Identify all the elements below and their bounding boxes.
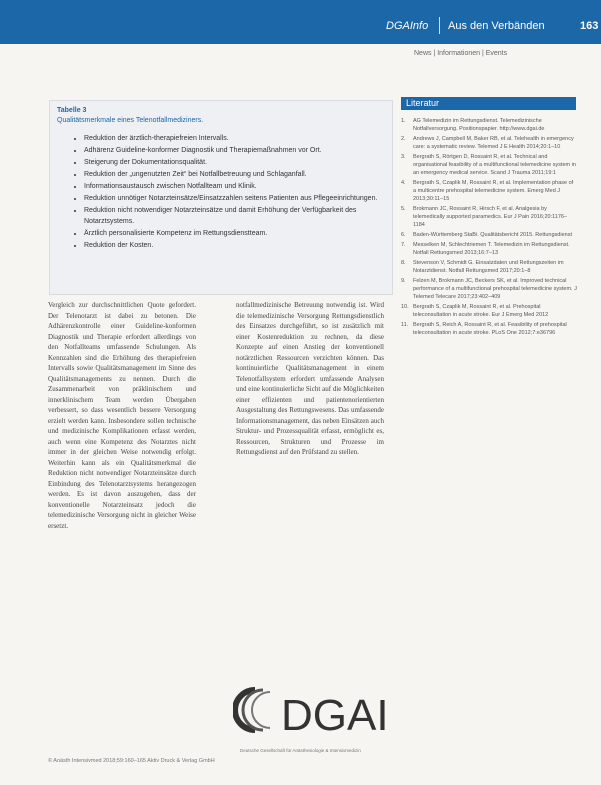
- literature-item: [401, 231, 577, 239]
- literature-list: [401, 117, 577, 339]
- literature-text: AG Telemedizin im Rettungsdienst. Telemedizinische Notfallversorgung. Positionspapier. http://www.dgai.de: [413, 118, 545, 132]
- footer: © Anästh Intensivmed 2018;59:160–165 Aktiv Druck & Verlag GmbH: [48, 758, 215, 764]
- body-column-2: notfallmedizinische Betreuung notwendig ist. Wird die telemedizinische Versorgung Rettungsdienstlich des Einsatzes durchgeführt, so ist zusätzlich mit einer Kostenreduktion zu rechnen, da diese Konzepte auf einen Anstieg der konventionell notärztlichen Ressourcen verzichten können. Das kontinuierliche Qualitätsmanagement in einem Telenotfallsystem erfordert umfassende Analysen und eine kontinuierliche Sicht auf die Möglichkeiten einer effizienten und patientenorientierten Ausgestaltung des Rettungswesens. Das umfassende Informationsmanagement, das neben Einsätzen auch Struktur- und Prozessqualität erfasst, ermöglicht es, Ressourcen, Strukturen und Prozesse im Rettungsdienst auf den Prüfstand zu stellen.: [236, 301, 384, 456]
- table-list-item: • Adhärenz Guideline-konformer Diagnostik und Therapiemaßnahmen vor Ort.: [84, 145, 384, 156]
- logo-mark-icon: [235, 690, 270, 730]
- body-column-1: Vergleich zur durchschnittlichen Quote gefordert. Der Telenotarzt ist dabei zu betonen. Die Adhärenzkontrolle einer Guideline-konformen Diagnostik und Therapie erfordert allerdings von den Notfallteams umfassende Schulungen. Als Kennzahlen sind die Erhöhung des therapiefreien Intervalls sowie Qualitätsmanagement im Sinne des Qualitätsmanagements zu nennen. Durch die Zusammenarbeit von präklinischem und innerklinischem Team werden Übergaben verbessert, so dass wesentlich bessere Versorgung erzielt werden kann. Insbesondere sollen technische und medizinische Komplikationen erfasst werden, auch wenn eine Kompetenz des Notarztes nicht immer in der gleichen Weise notwendig erfolgt. Weiterhin kann als ein Qualitätsmerkmal die Reduktion nicht notwendiger Notarzteinsätze durch Einbindung des Telenotarztsystems herangezogen werden. Es ist davon auszugehen, dass der konventionelle Notarzteinsatz jedoch die telemedizinische Versorgung nicht in gleicher Weise ersetzt.: [48, 301, 196, 530]
- literature-item: [401, 277, 577, 301]
- section-title: Aus den Verbänden: [448, 20, 545, 32]
- literature-text: Brokmann JC, Rossaint R, Hirsch F, et al. Analgesia by telemedically supported paramedics. Eur J Pain 2016;20:1176–1184: [413, 206, 567, 228]
- table-box: [49, 100, 393, 295]
- literature-item: [401, 179, 577, 203]
- literature-item: [401, 241, 577, 257]
- table-list-item: • Informationsaustausch zwischen Notfallteam und Klinik.: [84, 181, 384, 192]
- literature-text: Stevenson V, Schmidt G. Einsatzdaten und Rettungszeiten im Notarztdienst. Notfall Rettungsmed 2017;20:1–8: [413, 260, 564, 274]
- literature-text: Bergrath S, Rörtgen D, Rossaint R, et al. Technical and organisational feasibility of a multifunctional telemedicine system in an emergency medical service. Scand J Trauma 2011;19:1: [413, 154, 576, 176]
- table-title: [57, 106, 203, 126]
- table-list-item: • Ärztlich personalisierte Kompetenz im Rettungsdienstteam.: [84, 228, 384, 239]
- literature-item: [401, 321, 577, 337]
- literature-text: Andrews J, Campbell M, Baker RB, et al. Telehealth in emergency care: a systematic review. Telemed J E Health 2014;20:1–10: [413, 136, 574, 150]
- literature-text: Baden-Württemberg StaBi. Qualitätsbericht 2015. Rettungsdienst: [413, 232, 572, 238]
- literature-number: 1.: [401, 118, 406, 124]
- literature-heading: Literatur: [401, 97, 576, 110]
- literature-number: 3.: [401, 154, 406, 160]
- table-list-item: • Steigerung der Dokumentationsqualität.: [84, 157, 384, 168]
- table-list-item: • Reduktion der „ungenutzten Zeit“ bei Notfallbetreuung und Schlaganfall.: [84, 169, 384, 180]
- table-list-item: • Reduktion der ärztlich-therapiefreien Intervalls.: [84, 133, 384, 144]
- literature-number: 4.: [401, 180, 406, 186]
- literature-item: [401, 135, 577, 151]
- page-number: 163: [580, 20, 599, 32]
- literature-text: Messelken M, Schlechtriemen T. Telemedizin im Rettungsdienst. Notfall Rettungsmed 2013;16:7–13: [413, 242, 570, 256]
- literature-text: Bergrath S, Reich A, Rossaint R, et al. Feasibility of prehospital teleconsultation in acute stroke. PLoS One 2012;7:e36796: [413, 322, 567, 336]
- literature-item: [401, 205, 577, 229]
- table-list-item: • Reduktion unnötiger Notarzteinsätze/Einsatzzahlen seitens Patienten aus Pflegeeinrichtungen.: [84, 193, 384, 204]
- literature-number: 10.: [401, 304, 409, 310]
- journal-name: DGAInfo: [386, 20, 429, 32]
- literature-number: 6.: [401, 232, 406, 238]
- literature-number: 11.: [401, 322, 409, 328]
- header-divider: [439, 17, 440, 34]
- literature-item: [401, 117, 577, 133]
- literature-number: 9.: [401, 278, 406, 284]
- literature-number: 8.: [401, 260, 406, 266]
- table-caption: Qualitätsmerkmale eines Telenotfallmediziners.: [57, 117, 204, 124]
- table-list: [50, 133, 384, 252]
- dgai-logo: [233, 680, 391, 740]
- table-list-item: • Reduktion der Kosten.: [84, 240, 384, 251]
- literature-text: Felzen M, Brokmann JC, Beckers SK, et al. Improved technical performance of a multifunctional prehospital telemedicine system. J Telemed Telecare 2017;23:402–409: [413, 278, 577, 300]
- subnav: News | Informationen | Events: [414, 50, 508, 57]
- header-bar: [0, 0, 601, 44]
- literature-number: 2.: [401, 136, 406, 142]
- literature-number: 7.: [401, 242, 406, 248]
- logo-text: DGAI: [281, 691, 389, 740]
- table-label: Tabelle 3: [57, 107, 87, 114]
- literature-text: Bergrath S, Czaplik M, Rossaint R, et al. Implementation phase of a multicentre prehospital telemedicine system. Emerg Med J 2013;30:11–15: [413, 180, 574, 202]
- literature-item: [401, 153, 577, 177]
- logo-subtitle: Deutsche Gesellschaft für Anästhesiologie & Intensivmedizin: [240, 748, 361, 753]
- table-list-item: • Reduktion nicht notwendiger Notarzteinsätze und damit Erhöhung der Verfügbarkeit des Notarztsystems.: [84, 205, 384, 227]
- literature-text: Bergrath S, Czaplik M, Rossaint R, et al. Prehospital teleconsultation in acute stroke. Eur J Emerg Med 2012: [413, 304, 549, 318]
- literature-item: [401, 259, 577, 275]
- literature-number: 5.: [401, 206, 406, 212]
- literature-item: [401, 303, 577, 319]
